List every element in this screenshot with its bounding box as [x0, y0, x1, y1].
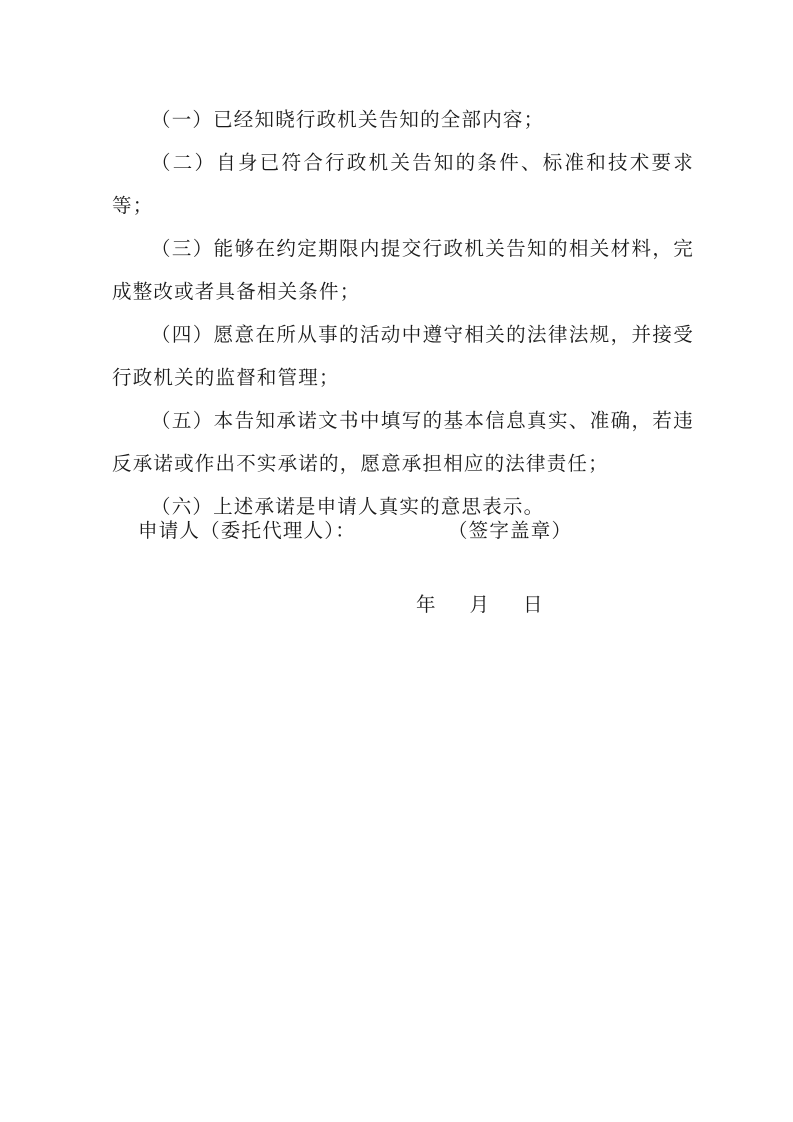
commitment-item-4: （四）愿意在所从事的活动中遵守相关的法律法规，并接受行政机关的监督和管理；: [112, 323, 694, 389]
commitment-item-6: （六）上述承诺是申请人真实的意思表示。: [151, 495, 545, 518]
applicant-label: 申请人（委托代理人）：: [138, 519, 356, 542]
seal-note: （签字盖章）: [447, 519, 573, 542]
commitment-item-1: （一）已经知晓行政机关告知的全部内容；: [151, 108, 545, 131]
commitment-item-5: （五）本告知承诺文书中填写的基本信息真实、准确，若违反承诺或作出不实承诺的，愿意承担相应的法律责任；: [112, 409, 694, 475]
date-year-label: 年: [416, 593, 436, 616]
date-line: [416, 590, 543, 620]
commitment-item-3: （三）能够在约定期限内提交行政机关告知的相关材料，完成整改或者具备相关条件；: [112, 237, 694, 303]
signature-line: [138, 516, 572, 546]
date-day-label: 日: [523, 593, 543, 616]
commitment-item-2: （二）自身已符合行政机关告知的条件、标准和技术要求等；: [112, 151, 694, 217]
date-month-label: 月: [469, 593, 490, 616]
commitment-list: [112, 98, 694, 528]
